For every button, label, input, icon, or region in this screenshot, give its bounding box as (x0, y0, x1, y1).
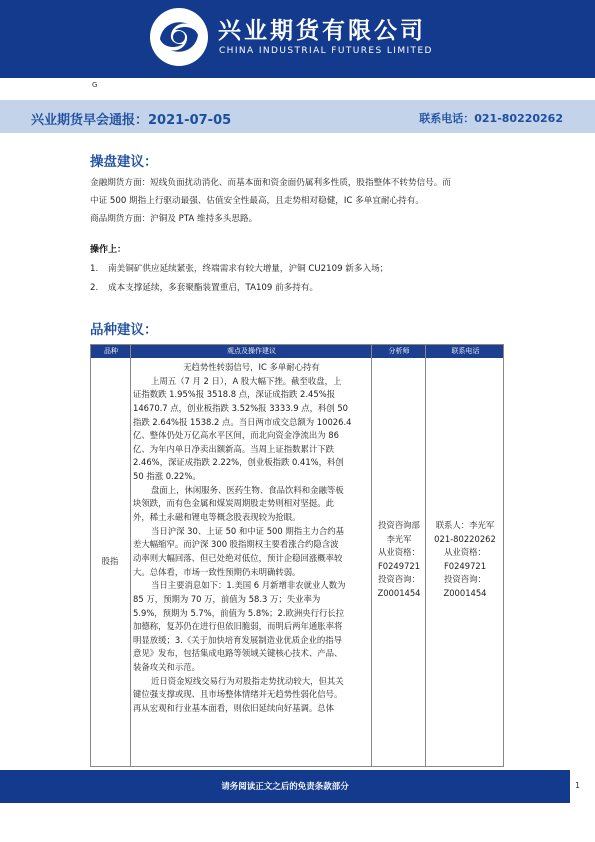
view-line: 近日资金短线交易行为对股指走势扰动较大，但其关 (151, 675, 344, 686)
analyst-line: 李光军 (386, 533, 412, 544)
company-name-en: CHINA INDUSTRIAL FUTURES LIMITED (219, 46, 433, 56)
view-line: 动率则大幅回落、但已处绝对低位，预计企稳回涨概率较 (133, 552, 343, 563)
company-name: 兴业期货有限公司 (218, 18, 426, 44)
table-header-contact: 联系电话 (426, 345, 504, 358)
variety-table (90, 344, 504, 767)
table-header-view: 观点及操作建议 (131, 345, 372, 358)
report-title: 兴业期货早会通报：2021-07-05 (31, 113, 232, 128)
view-line: 14670.7 点，创业板指跌 3.52%报 3333.9 点，科创 50 (133, 402, 349, 413)
table-divider (425, 345, 426, 766)
view-line: 加德称，复苏仍在进行但依旧脆弱，而明后两年通胀率将 (133, 621, 343, 632)
operation-paragraph-line: 商品期货方面：沪铜及 PTA 维持多头思路。 (90, 214, 258, 224)
page-header (0, 0, 595, 78)
view-line: 盘面上，休闲服务、医药生物、食品饮料和金融等板 (151, 484, 344, 495)
view-line: 再从宏观和行业基本面看，则依旧延续向好基调。总体 (133, 703, 334, 714)
view-line: 50 指涨 0.22%。 (133, 471, 201, 482)
table-cell-category: 股指 (101, 556, 119, 566)
view-line: 明显放缓；3.《关于加快培育发展制造业优质企业的指导 (133, 634, 342, 645)
view-line: 外，稀土永磁和锂电等概念股表现较为抢眼。 (133, 512, 301, 523)
table-divider (371, 345, 372, 766)
contact-line: Z0001454 (443, 587, 487, 598)
disclaimer-note: 请务阅读正文之后的免责条款部分 (221, 782, 349, 792)
logo-swirl-icon (150, 8, 208, 66)
analyst-line: Z0001454 (377, 587, 421, 598)
table-cell-view (133, 361, 370, 716)
company-logo (150, 8, 208, 66)
contact-line: 021-80220262 (434, 533, 496, 544)
operation-paragraph-line: 中证 500 期指上行驱动最强、估值安全性最高，且走势相对稳健，IC 多单宜耐心持有。 (90, 196, 424, 206)
page-footer (0, 770, 570, 803)
analyst-line: F0249721 (377, 560, 421, 571)
operation-item (90, 281, 318, 293)
view-line: 证指数跌 1.95%报 3518.8 点，深证成指跌 2.45%报 (133, 389, 336, 400)
view-line: 意见》发布，包括集成电路等领域关键核心技术、产品、 (133, 648, 343, 659)
view-line: 块领跌，而有色金属和煤炭周期股走势则相对坚挺。此 (133, 498, 334, 509)
operation-item-text: 成本支撑延续，多套聚酯装置重启，TA109 前多持有。 (108, 283, 319, 293)
view-line: 差大幅缩窄。而沪深 300 股指期权主要看涨合约隐含波 (133, 539, 339, 550)
table-header-category: 品种 (91, 345, 131, 358)
analyst-line: 从业资格： (378, 547, 420, 557)
contact-line: 从业资格： (444, 547, 486, 557)
variety-section-title: 品种建议： (90, 322, 158, 338)
analyst-line: 投资咨询： (378, 574, 420, 584)
contact-line: F0249721 (443, 560, 487, 571)
view-line: 5.9%，预期为 5.7%，前值为 5.8%；2.欧洲央行行长拉 (133, 607, 345, 618)
view-line: 键位强支撑或现、且市场整体情绪并无趋势性弱化信号。 (133, 689, 343, 700)
view-line: 2.46%，深证成指跌 2.22%，创业板指跌 0.41%，科创 (133, 457, 344, 468)
operation-item (90, 262, 388, 274)
operation-item-number: 1. (90, 264, 99, 274)
title-band (0, 100, 595, 133)
view-line: 无趋势性转弱信号，IC 多单耐心持有 (183, 362, 320, 372)
page-mark: G (92, 81, 98, 89)
table-cell-contact (427, 519, 503, 600)
operation-item-number: 2. (90, 283, 99, 293)
operation-item-text: 南美铜矿供应延续紧张，终端需求有较大增量，沪铜 CU2109 新多入场； (108, 264, 389, 274)
operation-subtitle: 操作上： (90, 245, 127, 255)
operation-paragraph-line: 金融期货方面：短线负面扰动消化、而基本面和资金面仍属利多性质，股指整体不转势信号。而 (90, 178, 451, 188)
view-line: 当日主要消息如下：1.美国 6 月新增非农就业人数为 (151, 580, 346, 591)
view-line: 装备攻关和示范。 (133, 662, 200, 673)
contact-line: 投资咨询： (444, 574, 486, 584)
view-line: 亿、整体仍处万亿高水平区间，而北向资金净流出为 86 (133, 430, 339, 441)
view-line: 大。总体看，市场一致性预期仍未明确转弱。 (133, 566, 301, 577)
page-number: 1 (575, 781, 581, 790)
table-cell-analyst (373, 519, 425, 600)
table-header-analyst: 分析师 (372, 345, 426, 358)
operation-section-title: 操盘建议： (90, 154, 158, 170)
table-divider (130, 345, 131, 766)
contact-phone: 联系电话：021-80220262 (419, 112, 563, 125)
view-line: 上周五（7 月 2 日），A 股大幅下挫。截至收盘，上 (151, 375, 342, 386)
view-line: 亿、为年内单日净卖出额新高。当周上证指数累计下跌 (133, 443, 334, 454)
view-line: 85 万，预期为 70 万，前值为 58.3 万；失业率为 (133, 593, 321, 604)
view-line: 指跌 2.64%报 1538.2 点。当日两市成交总额为 10026.4 (133, 416, 352, 427)
analyst-line: 投资咨询部 (378, 520, 420, 530)
contact-line: 联系人：李光军 (435, 520, 495, 530)
view-line: 当日沪深 30、上证 50 和中证 500 期指主力合约基 (151, 525, 344, 536)
